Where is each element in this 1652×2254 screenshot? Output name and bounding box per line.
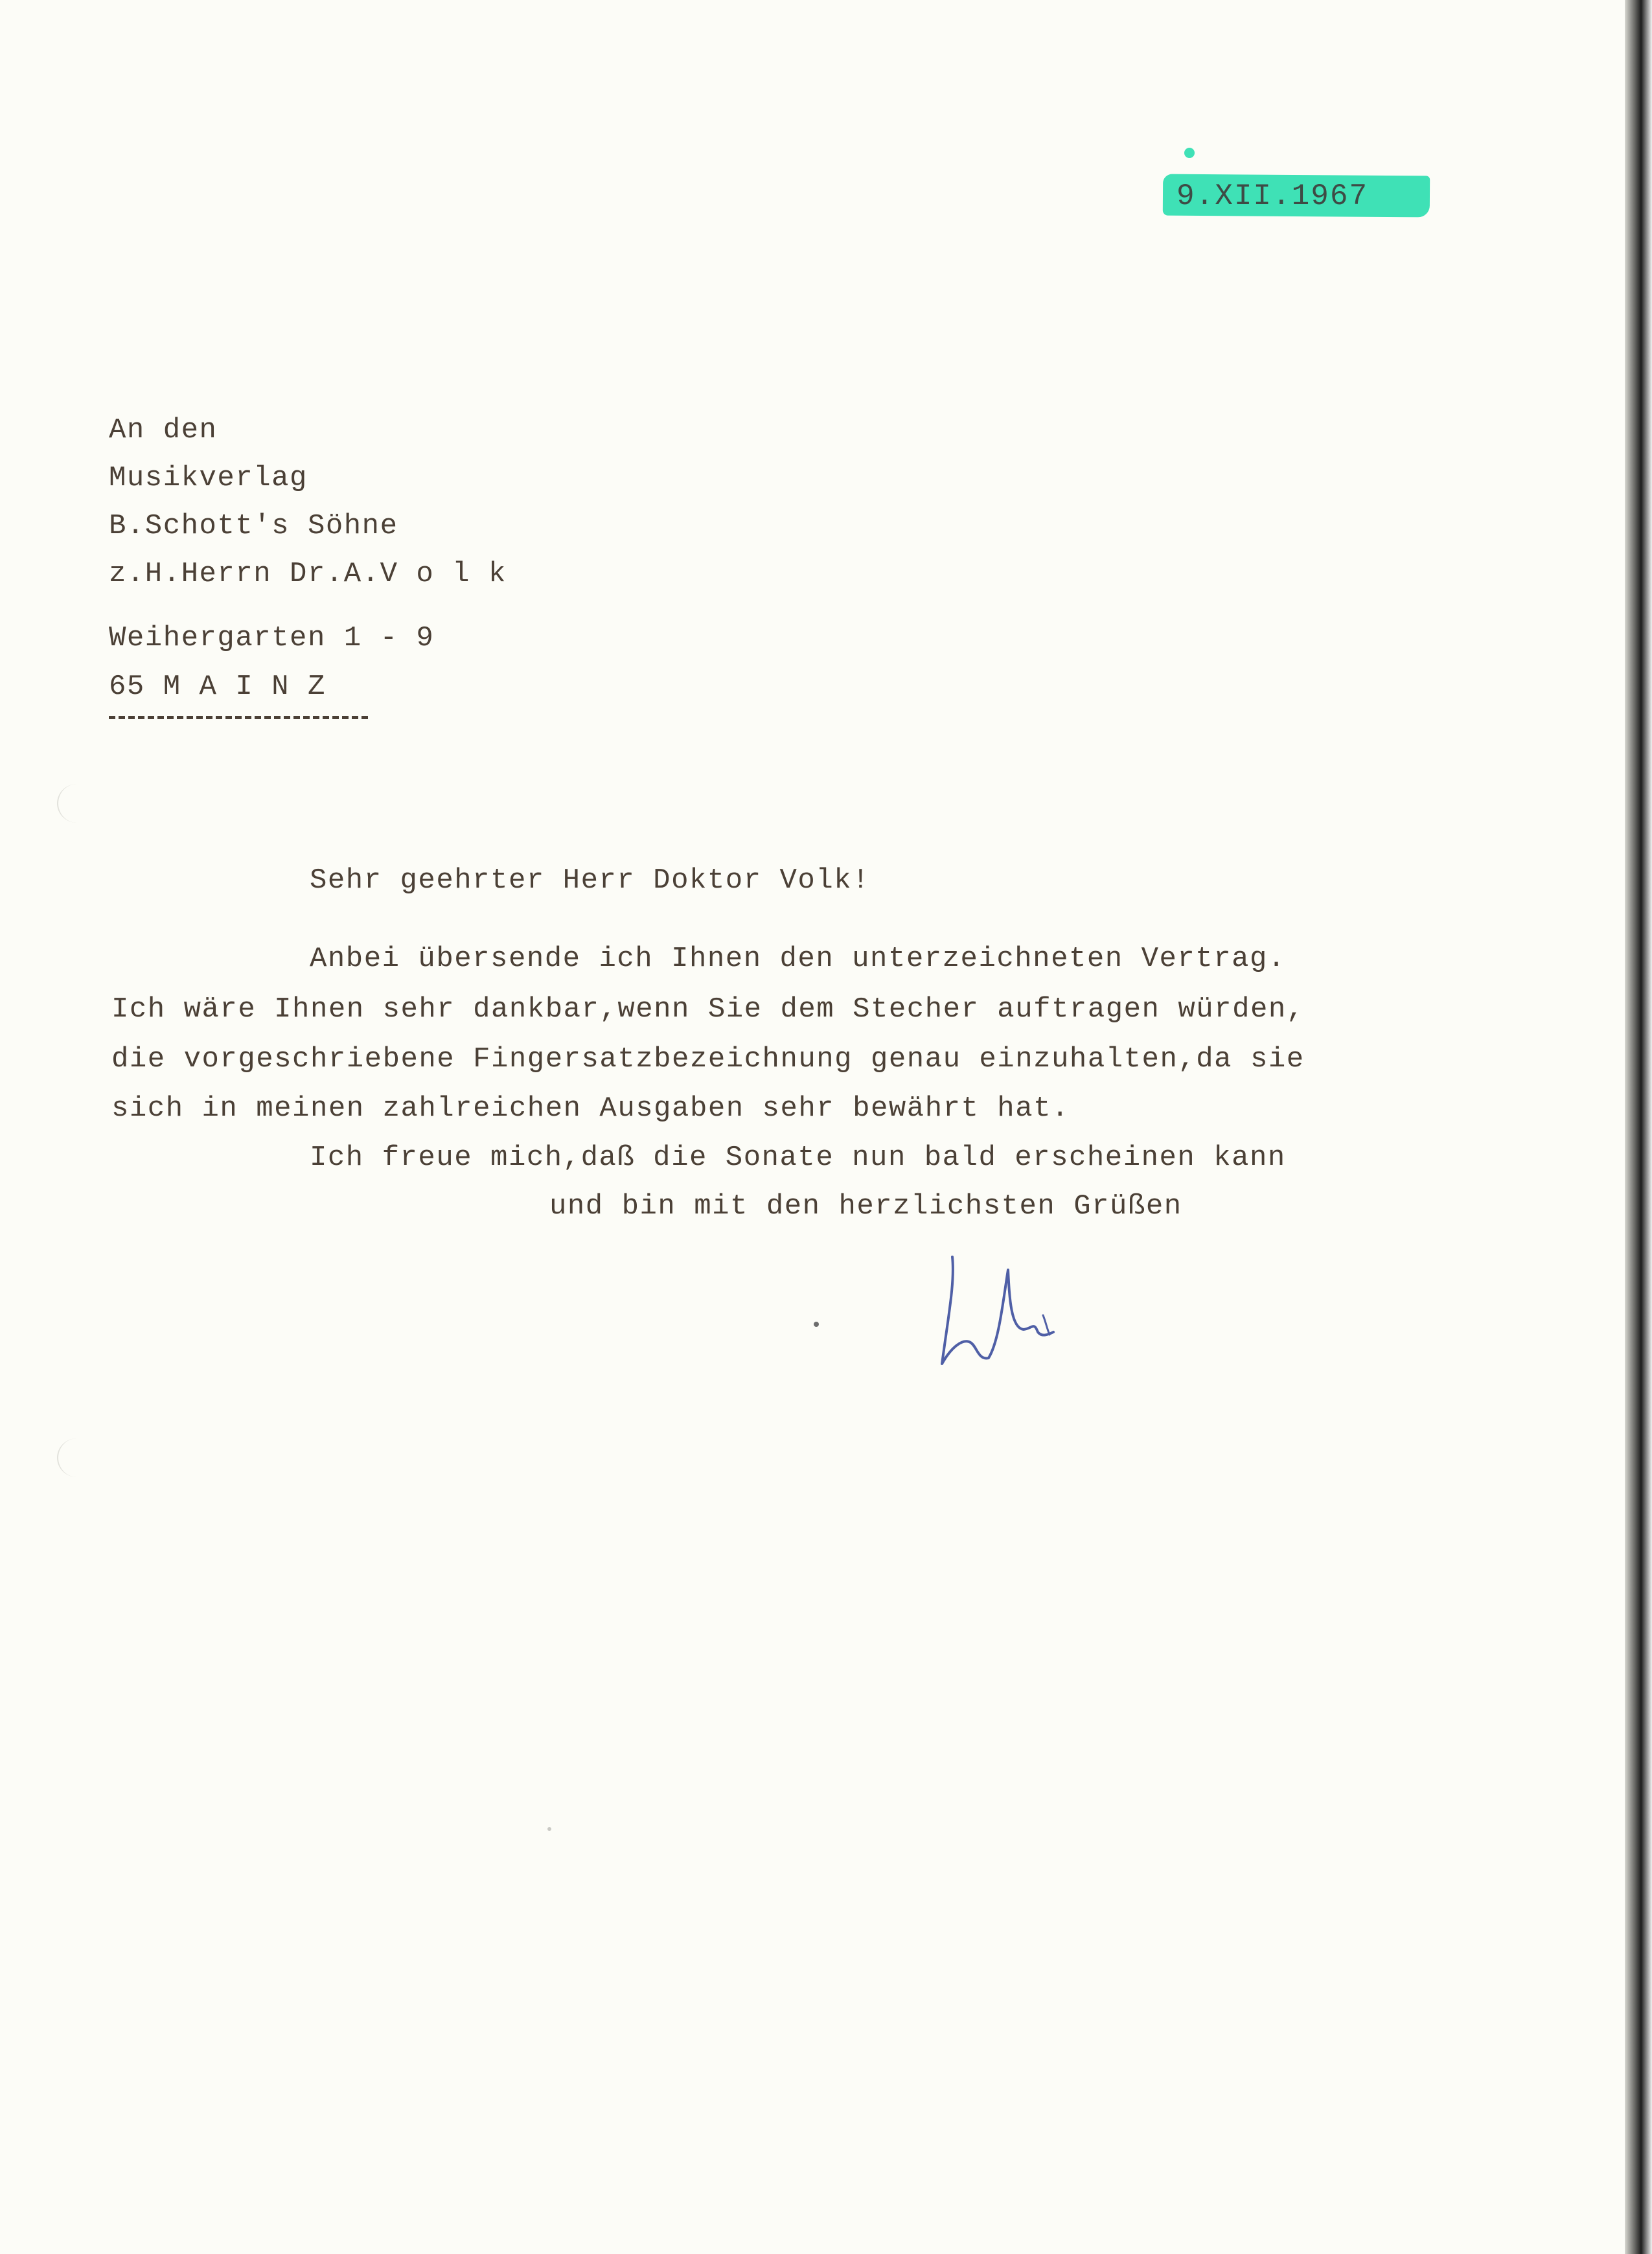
salutation: Sehr geehrter Herr Doktor Volk! (310, 864, 871, 897)
recipient-line-1: An den (109, 414, 218, 446)
body-line-1: Anbei übersende ich Ihnen den unterzeichneten Vertrag. (310, 943, 1286, 975)
body-line-4: sich in meinen zahlreichen Ausgaben sehr bewährt hat. (111, 1092, 1070, 1125)
recipient-street: Weihergarten 1 - 9 (109, 622, 435, 654)
ink-dot (547, 1827, 551, 1831)
body-line-3: die vorgeschriebene Fingersatzbezeichnung genau einzuhalten,da sie (111, 1043, 1305, 1075)
city-underline (109, 716, 368, 719)
stamp-speck (1184, 148, 1195, 158)
recipient-city: 65 M A I N Z (109, 671, 326, 703)
signature-mark (926, 1231, 1121, 1386)
punch-hole-shadow (57, 784, 97, 823)
body-line-5: Ich freue mich,daß die Sonate nun bald erscheinen kann (310, 1142, 1286, 1174)
scan-edge-shadow (1625, 0, 1652, 2254)
body-line-6: und bin mit den herzlichsten Grüßen (549, 1190, 1182, 1223)
punch-hole-shadow (57, 1438, 97, 1477)
body-line-2: Ich wäre Ihnen sehr dankbar,wenn Sie dem Stecher auftragen würden, (111, 993, 1305, 1026)
recipient-line-2: Musikverlag (109, 462, 308, 494)
recipient-line-4: z.H.Herrn Dr.A.V o l k (109, 558, 507, 590)
ink-dot (814, 1322, 819, 1327)
recipient-line-3: B.Schott's Söhne (109, 510, 398, 542)
date-stamp: 9.XII.1967 (1176, 179, 1369, 213)
